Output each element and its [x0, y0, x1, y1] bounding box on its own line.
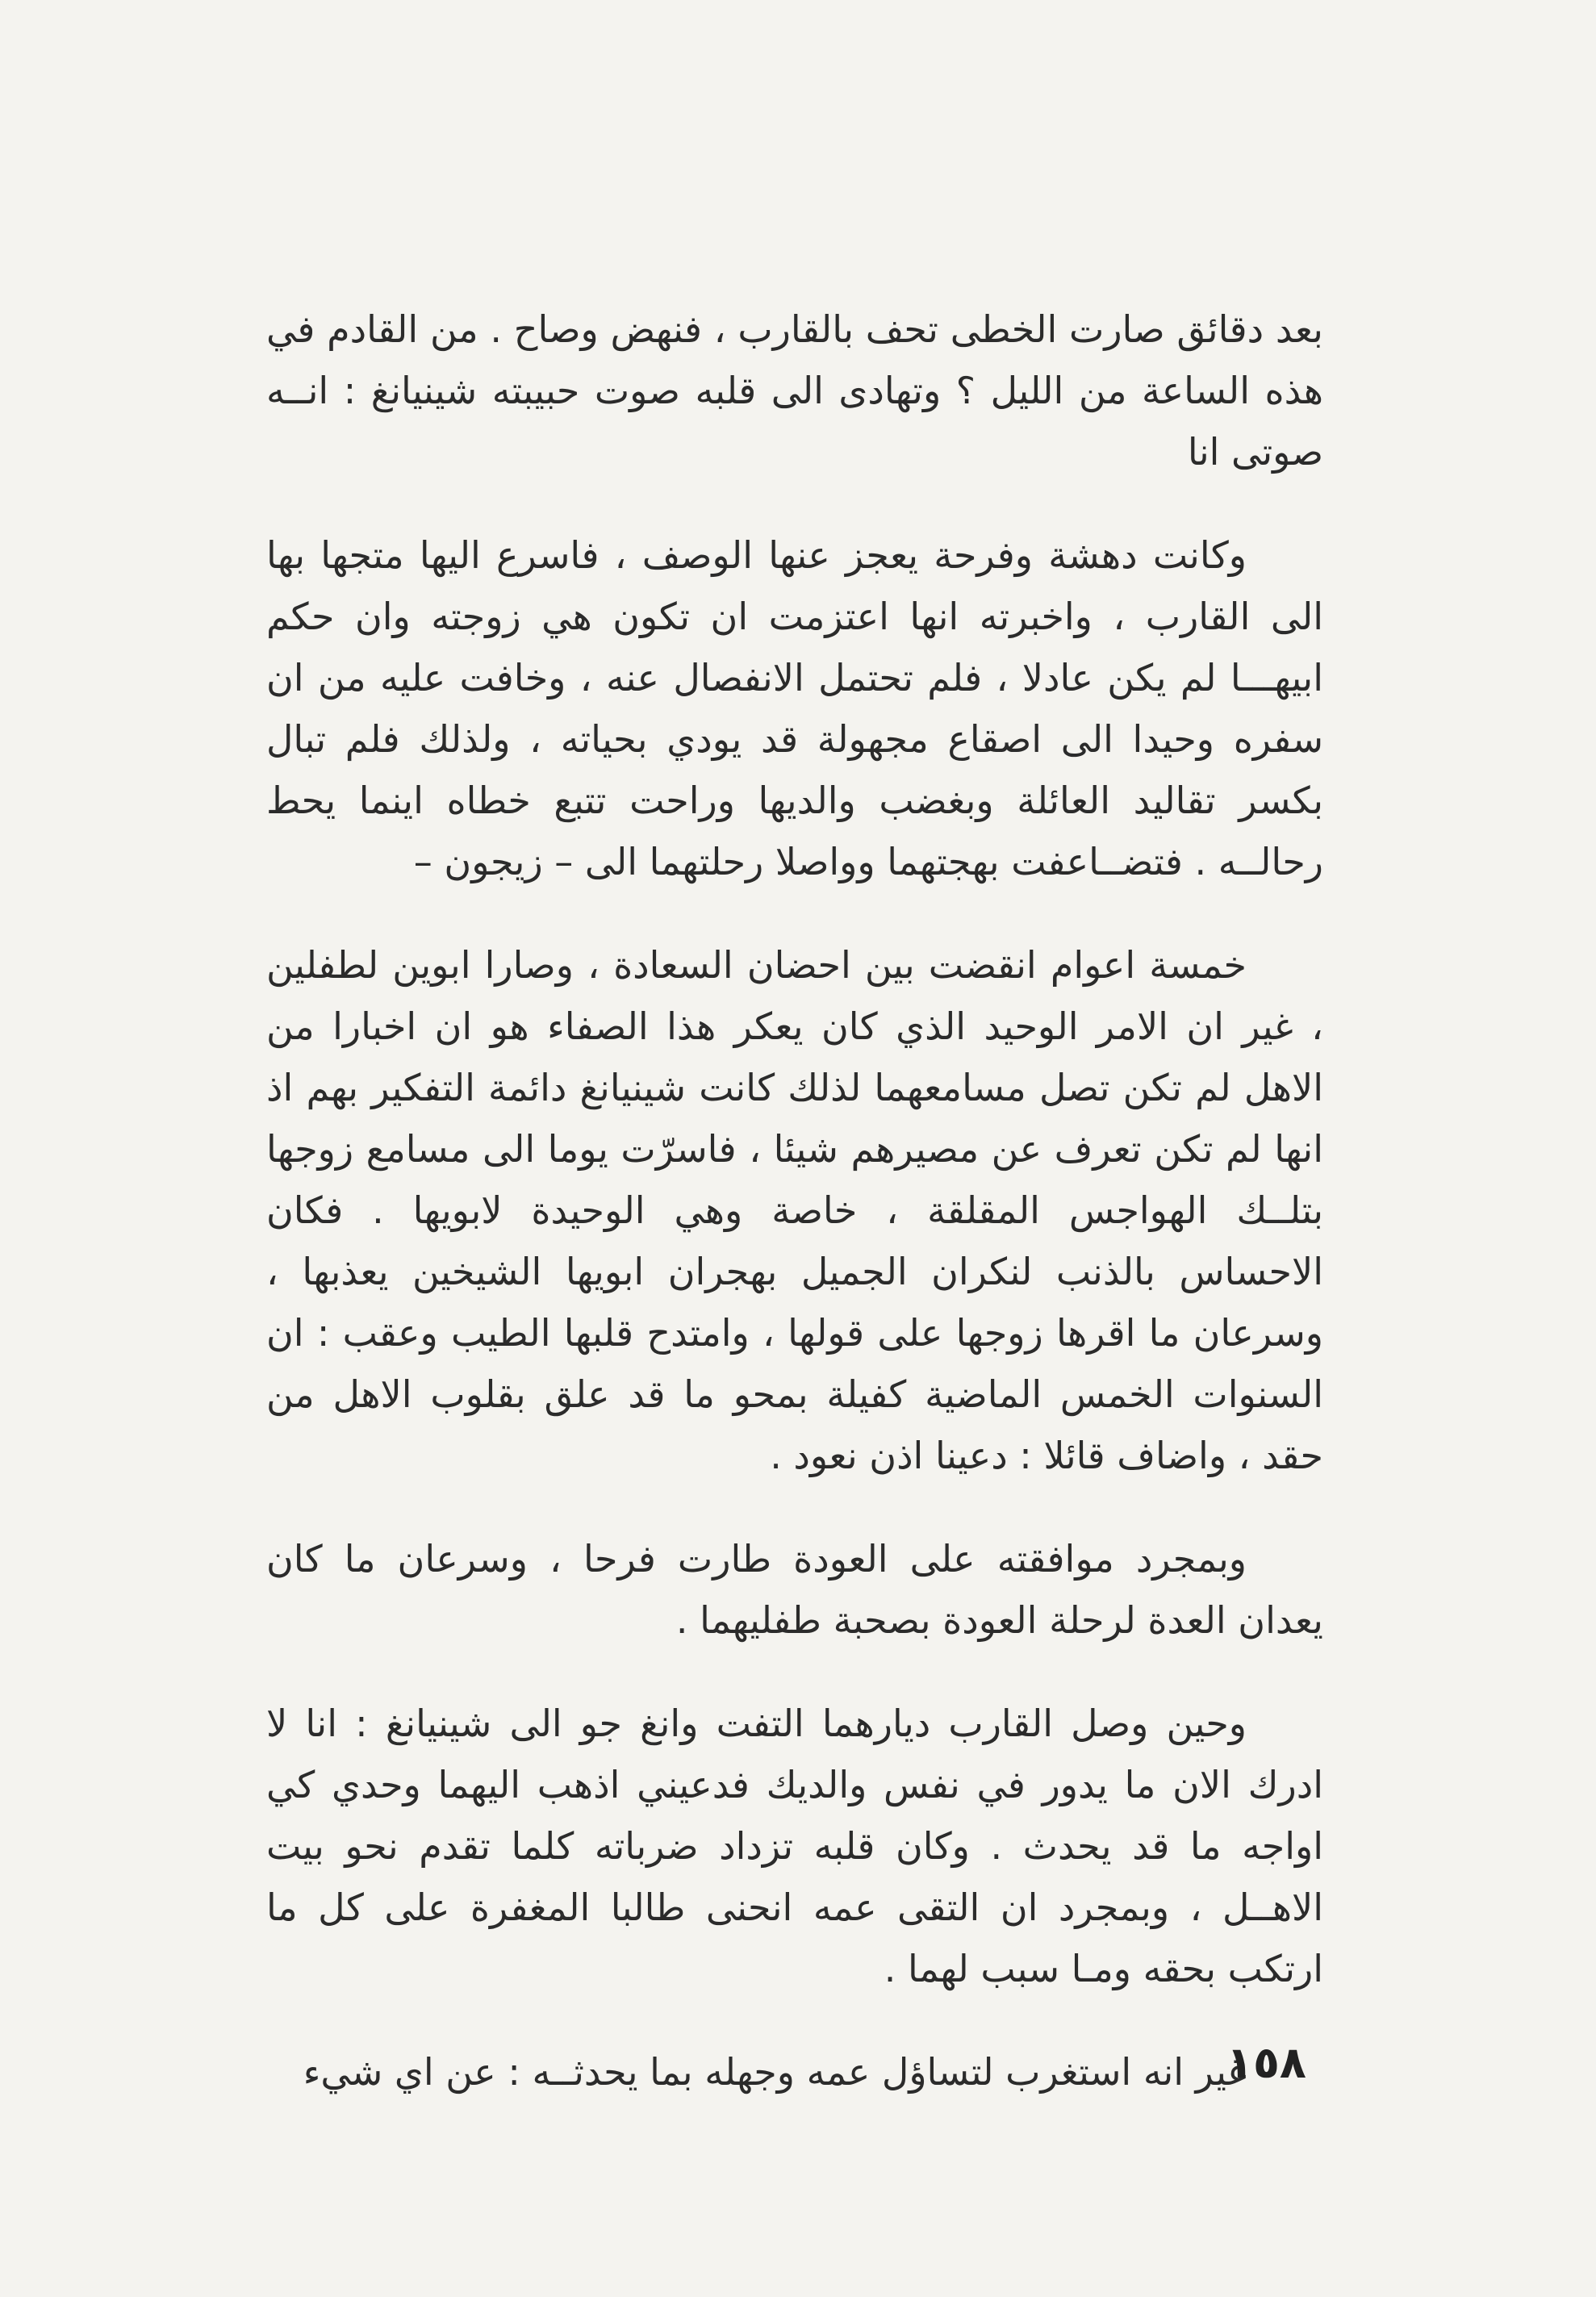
paragraph: وبمجرد موافقته على العودة طارت فرحا ، وسرعان ما كان يعدان العدة لرحلة العودة بصحبة طفليهما . [266, 1537, 1323, 1642]
paragraph: وكانت دهشة وفرحة يعجز عنها الوصف ، فاسرع اليها متجها بها الى القارب ، واخبرته انها اعتزمت ان تكون هي زوجته وان حكم ابيهـــا لم يكن عادلا ، فلم تحتمل الانفصال عنه ، وخافت عليه من ان سفره وحيدا الى اصقاع مجهولة قد يودي بحياته ، ولذلك فلم تبال بكسر تقاليد العائلة وبغضب والديها وراحت تتبع خطاه اينما يحط رحالــه . فتضــاعفت بهجتهما وواصلا رحلتهما الى – زيجون – [266, 533, 1323, 883]
paragraph: خمسة اعوام انقضت بين احضان السعادة ، وصارا ابوين لطفلين ، غير ان الامر الوحيد الذي كان يعكر هذا الصفاء هو ان اخبارا من الاهل لم تكن تصل مسامعهما لذلك كانت شينيانغ دائمة التفكير بهم اذ انها لم تكن تعرف عن مصيرهم شيئا ، فاسرّت يوما الى مسامع زوجها بتلــك الهواجس المقلقة ، خاصة وهي الوحيدة لابويها . فكان الاحساس بالذنب لنكران الجميل بهجران ابويها الشيخين يعذبها ، وسرعان ما اقرها زوجها على قولها ، وامتدح قلبها الطيب وعقب : ان السنوات الخمس الماضية كفيلة بمحو ما قد علق بقلوب الاهل من حقد ، واضاف قائلا : دعينا اذن نعود . [266, 943, 1323, 1477]
page-text [266, 299, 1323, 2145]
page-number: ١٥٨ [1226, 2037, 1306, 2088]
paragraph: بعد دقائق صارت الخطى تحف بالقارب ، فنهض وصاح . من القادم في هذه الساعة من الليل ؟ وتهادى الى قلبه صوت حبيبته شينيانغ : انــه صوتى انا [266, 307, 1323, 474]
paragraph: وحين وصل القارب ديارهما التفت وانغ جو الى شينيانغ : انا لا ادرك الان ما يدور في نفس والديك فدعيني اذهب اليهما وحدي كي اواجه ما قد يحدث . وكان قلبه تزداد ضرباته كلما تقدم نحو بيت الاهــل ، وبمجرد ان التقى عمه انحنى طالبا المغفرة على كل ما ارتكب بحقه ومـا سبب لهما . [266, 1702, 1323, 1990]
paragraph: غير انه استغرب لتساؤل عمه وجهله بما يحدثــه : عن اي شيء [303, 2050, 1247, 2094]
